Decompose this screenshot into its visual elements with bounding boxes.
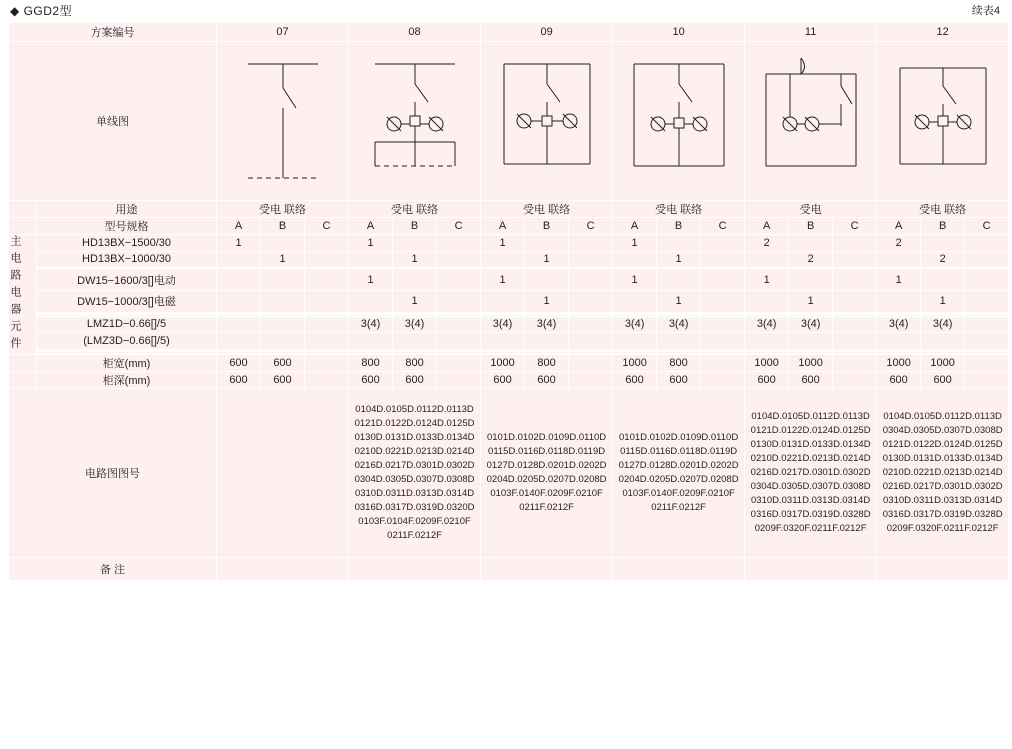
width-value: 800 bbox=[393, 355, 437, 372]
device-row bbox=[9, 333, 1009, 350]
device-value bbox=[569, 269, 613, 291]
device-value: 3(4) bbox=[657, 316, 701, 333]
depth-value bbox=[701, 372, 745, 389]
device-value bbox=[613, 333, 657, 350]
abc-b-07: B bbox=[261, 218, 305, 235]
width-value bbox=[965, 355, 1009, 372]
circuit-number-line: 0210D.0221D.0213D.0214D bbox=[882, 467, 1003, 478]
diagram-09 bbox=[481, 42, 613, 201]
circuit-number-line: 0101D.0102D.0109D.0110D bbox=[619, 432, 739, 443]
depth-value: 600 bbox=[349, 372, 393, 389]
depth-value bbox=[965, 372, 1009, 389]
device-value bbox=[437, 235, 481, 252]
device-value bbox=[613, 291, 657, 313]
device-value: 3(4) bbox=[349, 316, 393, 333]
circuit-number-line: 0103F.0140F.0209F.0210F bbox=[622, 488, 735, 499]
circuit-number-line: 0103F.0104F.0209F.0210F bbox=[358, 516, 471, 527]
device-value: 3(4) bbox=[877, 316, 921, 333]
device-value bbox=[305, 316, 349, 333]
usage-row bbox=[9, 201, 1009, 218]
device-value: 3(4) bbox=[921, 316, 965, 333]
depth-value: 600 bbox=[921, 372, 965, 389]
device-value bbox=[745, 333, 789, 350]
device-value bbox=[305, 251, 349, 268]
circuit-diagram-row bbox=[9, 389, 1009, 558]
device-value: 1 bbox=[261, 251, 305, 268]
abc-a-08: A bbox=[349, 218, 393, 235]
circuit-numbers-09 bbox=[481, 389, 613, 558]
circuit-number-line: 0115D.0116D.0118D.0119D bbox=[620, 446, 738, 457]
circuit-number-line: 0316D.0317D.0319D.0328D bbox=[750, 509, 871, 520]
column-header-10: 10 bbox=[613, 23, 745, 42]
circuit-numbers-10 bbox=[613, 389, 745, 558]
device-value bbox=[745, 291, 789, 313]
circuit-number-line: 0104D.0105D.0112D.0113D bbox=[751, 411, 870, 422]
device-value: 3(4) bbox=[481, 316, 525, 333]
width-value: 1000 bbox=[481, 355, 525, 372]
circuit-number-line: 0211F.0212F bbox=[387, 530, 442, 541]
device-value: 3(4) bbox=[393, 316, 437, 333]
circuit-numbers-07 bbox=[217, 389, 349, 558]
device-value bbox=[217, 316, 261, 333]
remark-10 bbox=[613, 558, 745, 581]
depth-value: 600 bbox=[877, 372, 921, 389]
device-value bbox=[833, 251, 877, 268]
device-value bbox=[965, 251, 1009, 268]
device-value: 3(4) bbox=[525, 316, 569, 333]
device-value bbox=[877, 251, 921, 268]
device-value bbox=[217, 291, 261, 313]
depth-value: 600 bbox=[745, 372, 789, 389]
device-value bbox=[833, 316, 877, 333]
depth-value: 600 bbox=[525, 372, 569, 389]
abc-a-10: A bbox=[613, 218, 657, 235]
remark-11 bbox=[745, 558, 877, 581]
device-value bbox=[965, 269, 1009, 291]
depth-value bbox=[833, 372, 877, 389]
circuit-number-list-10 bbox=[613, 431, 744, 515]
abc-c-07: C bbox=[305, 218, 349, 235]
device-value bbox=[965, 333, 1009, 350]
device-value: 1 bbox=[217, 235, 261, 252]
main-circuit-label bbox=[9, 235, 37, 355]
diagram-12 bbox=[877, 42, 1009, 201]
device-name: HD13BX−1500/30 bbox=[37, 235, 217, 252]
device-value bbox=[349, 251, 393, 268]
circuit-number-line: 0304D.0305D.0307D.0308D bbox=[750, 481, 871, 492]
width-value: 1000 bbox=[789, 355, 833, 372]
device-value bbox=[745, 251, 789, 268]
width-value: 800 bbox=[525, 355, 569, 372]
device-row bbox=[9, 269, 1009, 291]
usage-12: 受电 联络 bbox=[877, 201, 1009, 218]
diagram-08 bbox=[349, 42, 481, 201]
device-value bbox=[789, 269, 833, 291]
device-value bbox=[261, 333, 305, 350]
circuit-number-line: 0216D.0217D.0301D.0302D bbox=[750, 467, 871, 478]
device-value: 2 bbox=[789, 251, 833, 268]
cabinet-depth-label: 柜深(mm) bbox=[37, 372, 217, 389]
device-value bbox=[305, 269, 349, 291]
cabinet-width-label: 柜宽(mm) bbox=[37, 355, 217, 372]
depth-value: 600 bbox=[217, 372, 261, 389]
device-value bbox=[393, 269, 437, 291]
device-value bbox=[437, 333, 481, 350]
device-value: 1 bbox=[657, 291, 701, 313]
circuit-number-line: 0316D.0317D.0319D.0328D bbox=[882, 509, 1003, 520]
depth-value: 600 bbox=[657, 372, 701, 389]
spacer-cell bbox=[9, 355, 37, 372]
circuit-number-list-12 bbox=[877, 410, 1008, 536]
spacer-cell bbox=[9, 372, 37, 389]
device-value bbox=[965, 235, 1009, 252]
circuit-number-line: 0121D.0122D.0124D.0125D bbox=[882, 439, 1003, 450]
circuit-number-line: 0216D.0217D.0301D.0302D bbox=[354, 460, 475, 471]
device-row bbox=[9, 235, 1009, 252]
remark-07 bbox=[217, 558, 349, 581]
device-value: 3(4) bbox=[613, 316, 657, 333]
column-header-09: 09 bbox=[481, 23, 613, 42]
diagram-10 bbox=[613, 42, 745, 201]
device-value bbox=[261, 269, 305, 291]
circuit-number-line: 0304D.0305D.0307D.0308D bbox=[354, 474, 475, 485]
device-value bbox=[701, 316, 745, 333]
device-row bbox=[9, 251, 1009, 268]
device-value bbox=[261, 235, 305, 252]
diagram-row bbox=[9, 42, 1009, 201]
depth-value bbox=[305, 372, 349, 389]
remark-label: 备 注 bbox=[9, 558, 217, 581]
spacer-cell bbox=[9, 201, 37, 218]
device-value bbox=[877, 333, 921, 350]
column-header-12: 12 bbox=[877, 23, 1009, 42]
circuit-number-line: 0310D.0311D.0313D.0314D bbox=[751, 495, 871, 506]
device-value: 1 bbox=[525, 291, 569, 313]
abc-c-12: C bbox=[965, 218, 1009, 235]
main-circuit-label-text: 主电路电器元件 bbox=[9, 235, 21, 354]
depth-value: 600 bbox=[613, 372, 657, 389]
device-value bbox=[657, 333, 701, 350]
usage-label: 用途 bbox=[37, 201, 217, 218]
device-value bbox=[657, 235, 701, 252]
device-value bbox=[569, 333, 613, 350]
device-value bbox=[217, 269, 261, 291]
device-value bbox=[965, 316, 1009, 333]
circuit-number-list-09 bbox=[481, 431, 612, 515]
device-value bbox=[349, 333, 393, 350]
abc-a-11: A bbox=[745, 218, 789, 235]
device-value bbox=[437, 251, 481, 268]
device-value bbox=[481, 291, 525, 313]
circuit-number-line: 0121D.0122D.0124D.0125D bbox=[750, 425, 871, 436]
device-value: 1 bbox=[613, 269, 657, 291]
width-value: 600 bbox=[261, 355, 305, 372]
device-value: 1 bbox=[481, 269, 525, 291]
device-value bbox=[261, 316, 305, 333]
device-value bbox=[921, 269, 965, 291]
device-value bbox=[437, 291, 481, 313]
column-header-08: 08 bbox=[349, 23, 481, 42]
abc-header-row bbox=[9, 218, 1009, 235]
circuit-number-line: 0316D.0317D.0319D.0320D bbox=[354, 502, 475, 513]
device-value bbox=[701, 251, 745, 268]
device-value bbox=[877, 291, 921, 313]
device-value: 2 bbox=[877, 235, 921, 252]
model-spec-label: 型号规格 bbox=[37, 218, 217, 235]
scheme-no-label: 方案编号 bbox=[9, 23, 217, 42]
circuit-number-line: 0115D.0116D.0118D.0119D bbox=[488, 446, 606, 457]
abc-c-10: C bbox=[701, 218, 745, 235]
depth-value: 600 bbox=[789, 372, 833, 389]
remark-08 bbox=[349, 558, 481, 581]
circuit-number-line: 0103F.0140F.0209F.0210F bbox=[490, 488, 603, 499]
continued-label: 续表4 bbox=[971, 5, 1000, 17]
usage-07: 受电 联络 bbox=[217, 201, 349, 218]
device-value: 1 bbox=[393, 291, 437, 313]
abc-b-12: B bbox=[921, 218, 965, 235]
page-title: ◆ GGD2型 bbox=[10, 4, 73, 18]
device-value bbox=[305, 235, 349, 252]
device-value: 1 bbox=[393, 251, 437, 268]
circuit-number-line: 0101D.0102D.0109D.0110D bbox=[486, 432, 607, 443]
diagram-07 bbox=[217, 42, 349, 201]
device-value bbox=[261, 291, 305, 313]
depth-value bbox=[437, 372, 481, 389]
circuit-number-line: 0211F.0212F bbox=[519, 502, 574, 513]
device-value bbox=[921, 235, 965, 252]
device-value bbox=[305, 333, 349, 350]
device-name: DW15−1600/3[]电动 bbox=[37, 269, 217, 291]
circuit-number-line: 0104D.0105D.0112D.0113D bbox=[883, 411, 1002, 422]
scheme-header-row bbox=[9, 23, 1009, 42]
single-line-label: 单线图 bbox=[9, 42, 217, 201]
circuit-number-line: 0104D.0105D.0112D.0113D bbox=[355, 404, 474, 415]
device-value bbox=[569, 251, 613, 268]
remark-09 bbox=[481, 558, 613, 581]
abc-b-09: B bbox=[525, 218, 569, 235]
device-value bbox=[833, 269, 877, 291]
circuit-numbers-11 bbox=[745, 389, 877, 558]
remark-12 bbox=[877, 558, 1009, 581]
circuit-number-line: 0310D.0311D.0313D.0314D bbox=[883, 495, 1003, 506]
circuit-number-line: 0216D.0217D.0301D.0302D bbox=[882, 481, 1003, 492]
device-value bbox=[437, 269, 481, 291]
device-name: LMZ1D−0.66[]/5 bbox=[37, 316, 217, 333]
depth-value: 600 bbox=[261, 372, 305, 389]
device-value: 1 bbox=[349, 269, 393, 291]
device-name: (LMZ3D−0.66[]/5) bbox=[37, 333, 217, 350]
spec-table bbox=[8, 22, 1009, 581]
cabinet-width-row bbox=[9, 355, 1009, 372]
circuit-numbers-12 bbox=[877, 389, 1009, 558]
device-value: 1 bbox=[657, 251, 701, 268]
device-value bbox=[393, 235, 437, 252]
device-value bbox=[525, 269, 569, 291]
cabinet-depth-row bbox=[9, 372, 1009, 389]
device-value: 1 bbox=[877, 269, 921, 291]
circuit-number-list-08 bbox=[349, 403, 480, 543]
device-value bbox=[569, 291, 613, 313]
device-value: 2 bbox=[745, 235, 789, 252]
device-value bbox=[437, 316, 481, 333]
device-value bbox=[569, 316, 613, 333]
device-value bbox=[701, 235, 745, 252]
device-row bbox=[9, 316, 1009, 333]
device-value bbox=[789, 333, 833, 350]
width-value: 1000 bbox=[877, 355, 921, 372]
device-value bbox=[481, 333, 525, 350]
device-value: 1 bbox=[789, 291, 833, 313]
width-value: 1000 bbox=[613, 355, 657, 372]
column-header-07: 07 bbox=[217, 23, 349, 42]
device-value bbox=[833, 291, 877, 313]
device-value bbox=[393, 333, 437, 350]
device-value bbox=[701, 291, 745, 313]
circuit-number-line: 0310D.0311D.0313D.0314D bbox=[354, 488, 475, 499]
device-value bbox=[217, 251, 261, 268]
device-value: 1 bbox=[481, 235, 525, 252]
circuit-number-line: 0204D.0205D.0207D.0208D bbox=[486, 474, 607, 485]
page-header bbox=[8, 0, 1004, 22]
device-value bbox=[613, 251, 657, 268]
device-value: 2 bbox=[921, 251, 965, 268]
column-header-11: 11 bbox=[745, 23, 877, 42]
device-value: 1 bbox=[349, 235, 393, 252]
device-name: DW15−1000/3[]电磁 bbox=[37, 291, 217, 313]
usage-08: 受电 联络 bbox=[349, 201, 481, 218]
abc-c-09: C bbox=[569, 218, 613, 235]
width-value: 1000 bbox=[921, 355, 965, 372]
spacer-cell bbox=[9, 218, 37, 235]
width-value bbox=[833, 355, 877, 372]
circuit-number-line: 0130D.0131D.0133D.0134D bbox=[354, 432, 475, 443]
circuit-number-line: 0127D.0128D.0201D.0202D bbox=[618, 460, 739, 471]
depth-value: 600 bbox=[393, 372, 437, 389]
device-value bbox=[305, 291, 349, 313]
circuit-number-line: 0210D.0221D.0213D.0214D bbox=[750, 453, 871, 464]
depth-value bbox=[569, 372, 613, 389]
device-value: 3(4) bbox=[789, 316, 833, 333]
circuit-number-line: 0130D.0131D.0133D.0134D bbox=[750, 439, 871, 450]
abc-c-11: C bbox=[833, 218, 877, 235]
abc-a-12: A bbox=[877, 218, 921, 235]
circuit-number-line: 0210D.0221D.0213D.0214D bbox=[354, 446, 475, 457]
device-row bbox=[9, 291, 1009, 313]
circuit-number-line: 0209F.0320F.0211F.0212F bbox=[754, 523, 867, 534]
device-value bbox=[481, 251, 525, 268]
abc-b-10: B bbox=[657, 218, 701, 235]
device-value bbox=[349, 291, 393, 313]
circuit-number-line: 0209F.0320F.0211F.0212F bbox=[886, 523, 999, 534]
device-value: 1 bbox=[525, 251, 569, 268]
device-value bbox=[217, 333, 261, 350]
device-value: 3(4) bbox=[745, 316, 789, 333]
remark-row bbox=[9, 558, 1009, 581]
abc-c-08: C bbox=[437, 218, 481, 235]
width-value: 600 bbox=[217, 355, 261, 372]
abc-a-09: A bbox=[481, 218, 525, 235]
device-value: 1 bbox=[613, 235, 657, 252]
circuit-number-list-11 bbox=[745, 410, 876, 536]
width-value bbox=[437, 355, 481, 372]
device-value bbox=[525, 235, 569, 252]
device-value: 1 bbox=[745, 269, 789, 291]
circuit-number-line: 0211F.0212F bbox=[651, 502, 706, 513]
circuit-numbers-08 bbox=[349, 389, 481, 558]
depth-value: 600 bbox=[481, 372, 525, 389]
diagram-11 bbox=[745, 42, 877, 201]
circuit-diagram-label: 电路图图号 bbox=[9, 389, 217, 558]
width-value: 1000 bbox=[745, 355, 789, 372]
abc-b-11: B bbox=[789, 218, 833, 235]
circuit-number-line: 0127D.0128D.0201D.0202D bbox=[486, 460, 607, 471]
device-value bbox=[525, 333, 569, 350]
width-value: 800 bbox=[657, 355, 701, 372]
abc-b-08: B bbox=[393, 218, 437, 235]
width-value bbox=[305, 355, 349, 372]
usage-10: 受电 联络 bbox=[613, 201, 745, 218]
device-value: 1 bbox=[921, 291, 965, 313]
circuit-number-line: 0121D.0122D.0124D.0125D bbox=[354, 418, 475, 429]
device-value bbox=[701, 333, 745, 350]
device-value bbox=[657, 269, 701, 291]
device-value bbox=[833, 333, 877, 350]
usage-11: 受电 bbox=[745, 201, 877, 218]
device-value bbox=[921, 333, 965, 350]
abc-a-07: A bbox=[217, 218, 261, 235]
device-value bbox=[965, 291, 1009, 313]
circuit-number-line: 0304D.0305D.0307D.0308D bbox=[882, 425, 1003, 436]
device-value bbox=[833, 235, 877, 252]
circuit-number-line: 0204D.0205D.0207D.0208D bbox=[618, 474, 739, 485]
width-value: 800 bbox=[349, 355, 393, 372]
device-value bbox=[789, 235, 833, 252]
device-value bbox=[701, 269, 745, 291]
width-value bbox=[569, 355, 613, 372]
circuit-number-line: 0130D.0131D.0133D.0134D bbox=[882, 453, 1003, 464]
device-value bbox=[569, 235, 613, 252]
width-value bbox=[701, 355, 745, 372]
device-name: HD13BX−1000/30 bbox=[37, 251, 217, 268]
usage-09: 受电 联络 bbox=[481, 201, 613, 218]
